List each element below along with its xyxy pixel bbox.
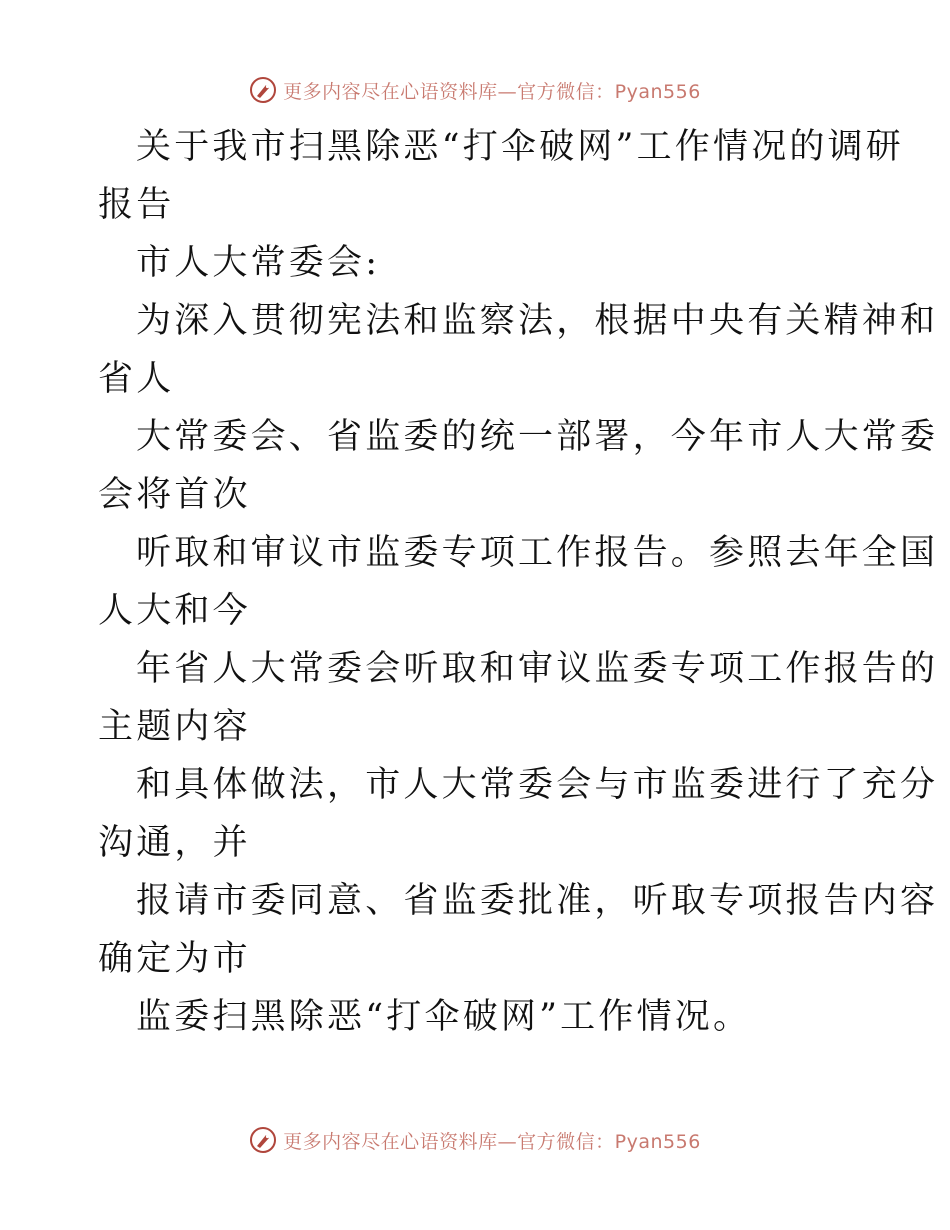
document-body <box>98 118 939 1046</box>
text-line: 监委扫黑除恶“打伞破网”工作情况。 <box>136 997 752 1037</box>
text-line: 报告 <box>98 185 175 225</box>
text-line: 省人 <box>98 359 175 399</box>
pen-nib-logo-icon <box>249 76 277 104</box>
pen-nib-logo-icon <box>249 1126 277 1154</box>
banner-text: 更多内容尽在心语资料库—官方微信：Pyan556 <box>283 80 701 103</box>
text-line: 报请市委同意、省监委批准，听取专项报告内容 <box>136 881 939 921</box>
text-line: 关于我市扫黑除恶“打伞破网”工作情况的调研 <box>136 127 904 167</box>
text-line: 和具体做法，市人大常委会与市监委进行了充分 <box>136 765 939 805</box>
text-line: 确定为市 <box>98 939 251 979</box>
text-line: 市人大常委会: <box>136 243 381 283</box>
header-banner <box>0 72 950 108</box>
footer-banner <box>0 1122 950 1158</box>
text-line: 人大和今 <box>98 591 251 631</box>
text-line: 大常委会、省监委的统一部署，今年市人大常委 <box>136 417 939 457</box>
text-line: 沟通，并 <box>98 823 251 863</box>
text-line: 会将首次 <box>98 475 251 515</box>
text-line: 主题内容 <box>98 707 251 747</box>
text-line: 为深入贯彻宪法和监察法，根据中央有关精神和 <box>136 301 939 341</box>
text-line: 年省人大常委会听取和审议监委专项工作报告的 <box>136 649 939 689</box>
banner-text: 更多内容尽在心语资料库—官方微信：Pyan556 <box>283 1130 701 1153</box>
text-line: 听取和审议市监委专项工作报告。参照去年全国 <box>136 533 939 573</box>
